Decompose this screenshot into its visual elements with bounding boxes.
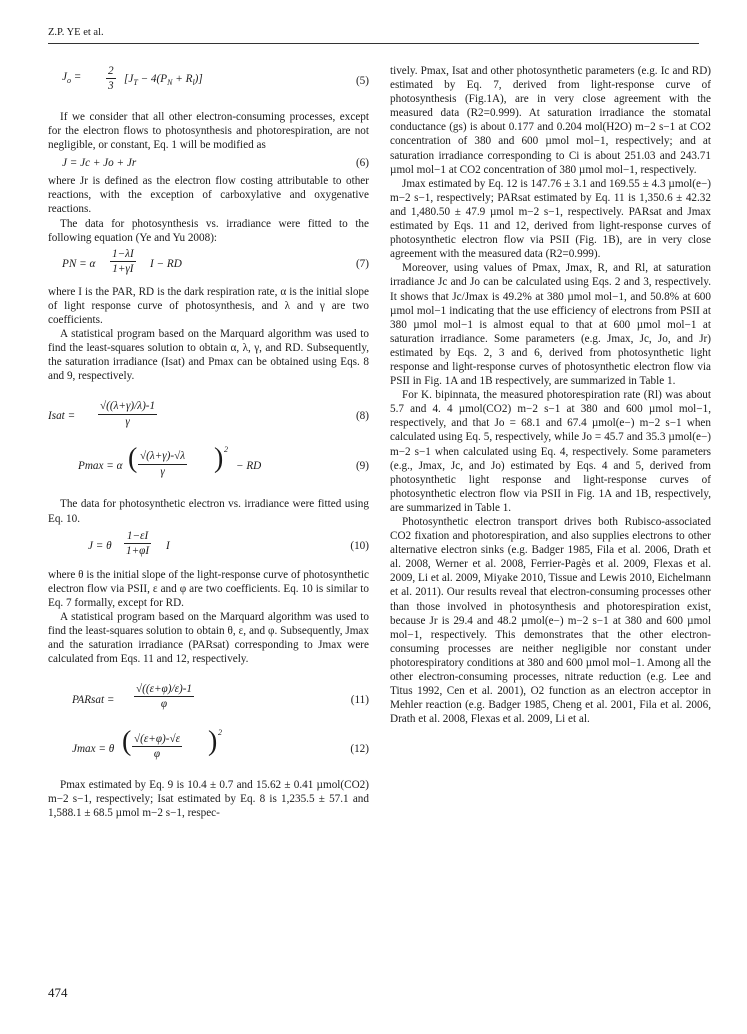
equation-10: J = θ $\frac{1-\varepsilon I}{1+\varphi I}$ I (10) xyxy=(88,529,369,557)
paragraph: If we consider that all other electron-consuming processes, except for the electron flows to photosynthesis and photorespiration, are not negligible, or constant, Eq. 1 will be modified as xyxy=(48,111,369,152)
paragraph: For K. bipinnata, the measured photorespiration rate (Rl) was about 5.7 and 4. 4 µmol(CO2) m−2 s−1 at 380 and 600 µmol mol−1, respectively, and that Jo = 68.1 and 67.4 µmol(e−) m−2 s−1 when calculated using Eq. 5, respectively, while Jo = 45.7 and 35.3 µmol(e−) m−2 s−1 when calculated using Eq. 4, respectively. Some parameters (e.g., Jmax, Jc, and Jo) estimated by Eqs. 4 and 5, derived from photosynthetic light response and light-response curves of photosynthetic electron flow via PSII in Fig. 1A and 1B, respectively, are summarized in Table 1. xyxy=(390,389,711,514)
paragraph: where θ is the initial slope of the light-response curve of photosynthetic electron flow via PSII, ε and φ are two coefficients. Eq. 10 is similar to Eq. 7 formally, except for RD. xyxy=(48,568,369,609)
paragraph: A statistical program based on the Marquard algorithm was used to find the least-squares solution to obtain θ, ε, and φ. Subsequently, Jmax and the saturation irradiance (PARsat) corresponding to Jmax were calculated from Eqs. 11 and 12, respectively. xyxy=(48,610,369,666)
paragraph: where I is the PAR, RD is the dark respiration rate, α is the initial slope of light response curve of photosynthesis, and λ and γ are two coefficients. xyxy=(48,285,369,326)
paragraph: A statistical program based on the Marquard algorithm was used to find the least-squares solution to obtain α, λ, γ, and RD. Subsequently, the saturation irradiance (Isat) and Pmax can be obtained using Eqs. 8 and 9, respectively. xyxy=(48,328,369,383)
equation-12: Jmax = θ ( $\frac{√(\varepsilon+\varphi)-√\varepsilon}{\varphi}$ ) 2 (12) xyxy=(72,726,369,761)
page-number: 474 xyxy=(48,985,68,1000)
equation-5: $J_o$ = $\frac{2}{3}$ $[J_T - 4(P_N + R_l)]$ (5) xyxy=(62,65,369,93)
paragraph: Pmax estimated by Eq. 9 is 10.4 ± 0.7 and 15.62 ± 0.41 µmol(CO2) m−2 s−1, respectively; Isat estimated by Eq. 8 is 1,235.5 ± 57.1 and 1,588.1 ± 68.5 µmol m−2 s−1, respec- xyxy=(48,779,369,820)
paragraph: where Jr is defined as the electron flow costing attributable to other reactions, with the exception of carboxylative and oxygenative reactions. xyxy=(48,175,369,216)
header-rule xyxy=(48,43,699,44)
equation-6: J = Jc + Jo + Jr (6) xyxy=(62,157,369,170)
paragraph: tively. Pmax, Isat and other photosynthetic parameters (e.g. Ic and RD) estimated by Eq. 7, derived from light-response curve of photosynthesis (Fig.1A), are in very close agreement with the measured data (R2=0.999). At saturation irradiance the stomatal conductance (gs) is about 0.177 and 0.204 mol(H2O) m−2 s−1 at CO2 concentration of 380 and 600 µmol mol−1, respectively; and at saturation irradiance corresponding to Ci is about 251.03 and 243.71 µmol mol−1 at CO2 concentration of 380 µmol mol−1, respectively. xyxy=(390,65,711,176)
paragraph: Moreover, using values of Pmax, Jmax, R, and Rl, at saturation irradiance Jc and Jo can be calculated using Eqs. 2 and 3, respectively. It shows that Jc/Jmax is 49.2% at 380 µmol mol−1, and 50.8% at 600 µmol mol−1 indicating that the use efficiency of electrons from PSII at 380 µmol mol−1 is almost equal to that at 600 µmol mol−1 at saturation irradiance. Some parameters (e.g. Jmax, Jc, Jo, and Jr) estimated by Eqs. 2, 3 and 6, derived from photosynthetic light response and light-response curves of photosynthetic electron flow via PSII in Fig. 1A and 1B respectively, are summarized in Table 1. xyxy=(390,262,711,388)
left-column xyxy=(48,64,369,821)
equation-9: Pmax = α ( $\frac{√(\lambda+\gamma)-√\lambda}{\gamma}$ ) 2 − RD (9) xyxy=(78,443,369,478)
paragraph: The data for photosynthesis vs. irradiance were fitted to the following equation (Ye and Yu 2008): xyxy=(48,217,369,244)
right-column xyxy=(390,64,711,726)
paragraph: Photosynthetic electron transport drives both Rubisco-associated CO2 fixation and photorespiration, and also supplies electrons to other alternative electron sinks (e.g. Badger 1985, Fila et al. 2006, Drath et al. 2008, Werner et al. 2008, Ferrier-Pagès et al. 2009, Flexas et al. 2009, Li et al. 2009, Miyake 2010, Tissue and Lewis 2010, Eichelmann et al. 2011). Our results reveal that electron-consuming processes other than those involved in photosynthesis and photorespiration exist, because Jr is 29.4 and 48.2 µmol(e−) m−2 s−1 at 380 and 600 µmol mol−1, respectively. This demonstrates that the other electron-consuming processes are neither negligible nor constant under photorespiratory conditions at 380 and 600 µmol mol−1. Among all the other electron-consuming processes, nitrate reduction (e.g. Lee and Titus 1992, Cen et al. 2001), O2 function as an electron acceptor in Mehler reaction (e.g. Badger 1985, Cheng et al. 2001, Fila et al. 2006, Drath et al. 2008, Flexas et al. 2009, Li et al. xyxy=(390,516,711,726)
paragraph: Jmax estimated by Eq. 12 is 147.76 ± 3.1 and 169.55 ± 4.3 µmol(e−) m−2 s−1, respectively; PARsat estimated by Eq. 11 is 1,350.6 ± 42.32 and 1,480.50 ± 47.9 µmol m−2 s−1, respectively. PARsat and Jmax estimated by Eqs. 11 and 12, derived from light-response curves of photosynthetic electron flow via PSII (Fig. 1B), are in very close agreement with the measured data (R2=0.999). xyxy=(390,177,711,261)
running-header: Z.P. YE et al. xyxy=(48,27,104,38)
paragraph: The data for photosynthetic electron vs. irradiance were fitted using Eq. 10. xyxy=(48,498,369,525)
equation-8: Isat = $\frac{√((\lambda+\gamma)/\lambda)-1}{\gamma}$ (8) xyxy=(48,400,369,428)
equation-7: PN = α $\frac{1-\lambda I}{1+\gamma I}$ I − RD (7) xyxy=(62,247,369,275)
equation-11: PARsat = $\frac{√((\varepsilon+\varphi)/\varepsilon)-1}{\varphi}$ (11) xyxy=(72,683,369,711)
